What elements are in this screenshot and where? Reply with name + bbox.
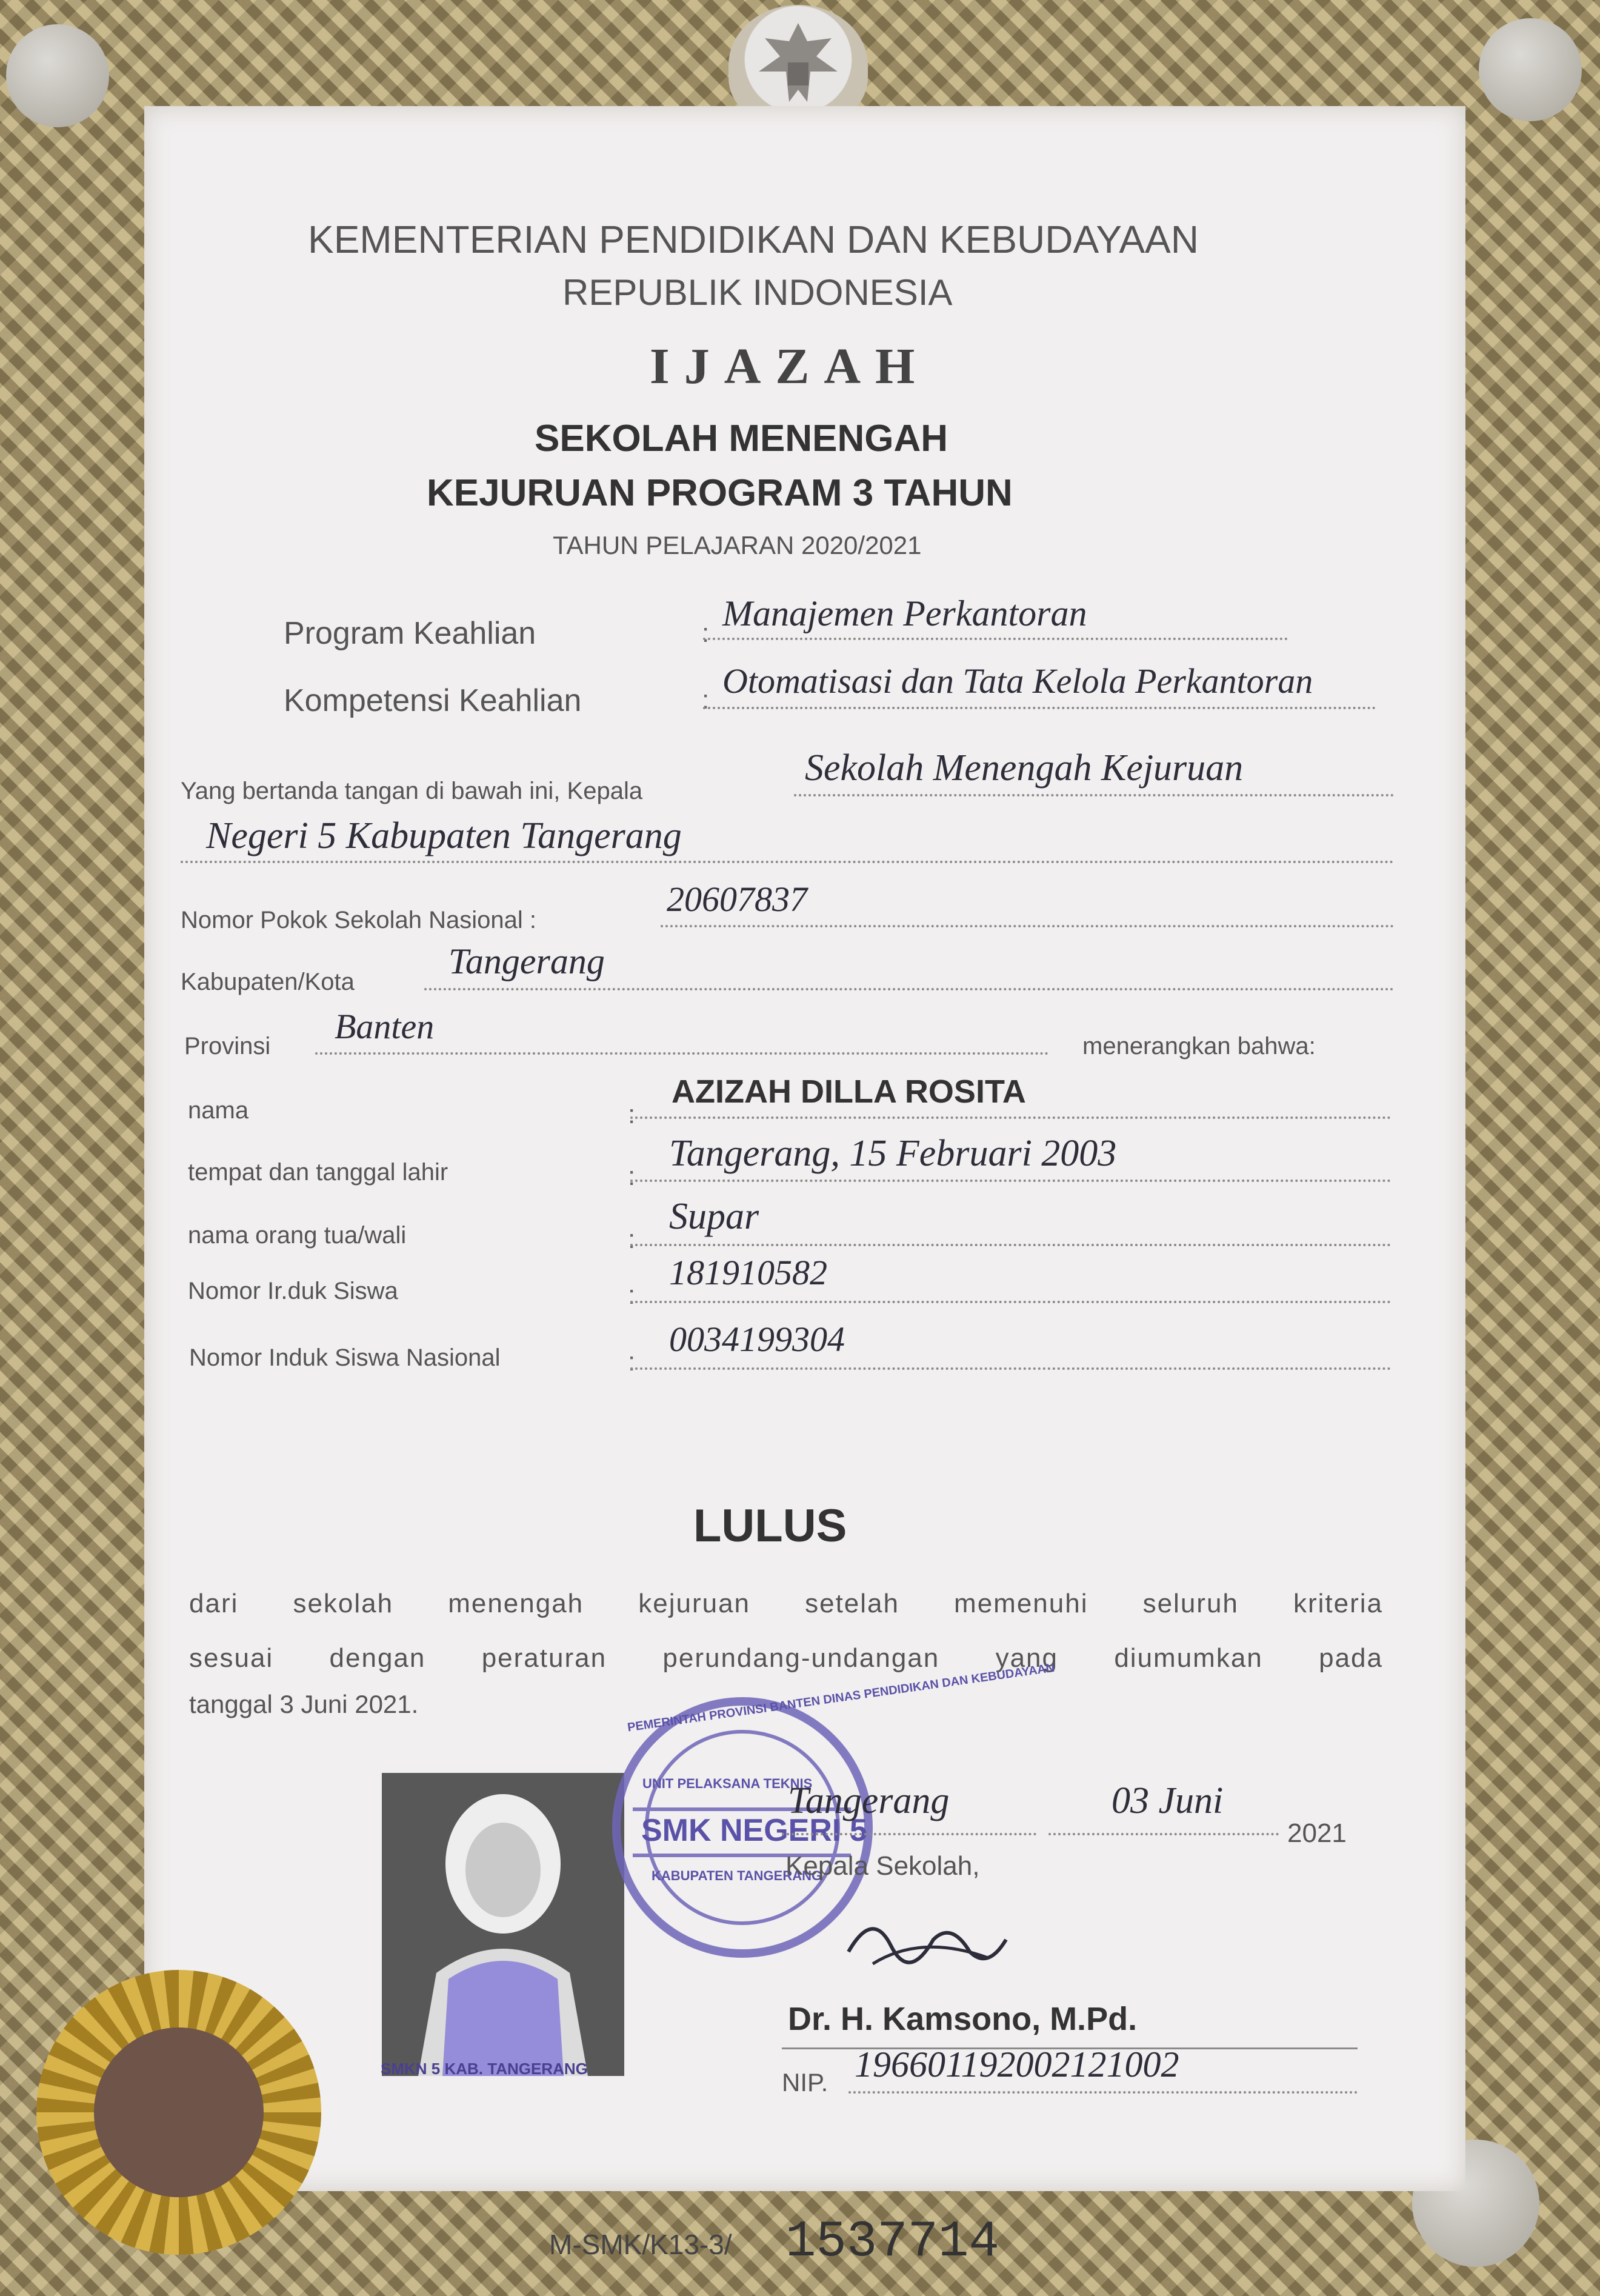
signature-position: Kepala Sekolah, [785,1851,980,1881]
parent-colon: : [628,1224,636,1254]
student-name-colon: : [628,1100,636,1129]
province-dotted-line [315,1052,1048,1055]
stamp-bottom-text: KABUPATEN TANGERANG [652,1868,822,1883]
result-line3: tanggal 3 Juni 2021. [189,1690,419,1718]
nip-dotted [848,2091,1358,2094]
parent-dotted [630,1244,1391,1246]
signature-date-dotted [1048,1833,1279,1835]
city-value: Tangerang [448,941,605,981]
school-name-line1: Sekolah Menengah Kejuruan [805,747,1244,789]
ministry-heading: KEMENTERIAN PENDIDIKAN DAN KEBUDAYAAN [308,218,1199,261]
nisn-colon: : [628,1347,636,1377]
competency-colon: : [702,685,710,715]
signature-year: 2021 [1287,1818,1347,1848]
npsn-label: Nomor Pokok Sekolah Nasional : [181,907,536,933]
series-prefix: M-SMK/K13-3/ [549,2229,732,2260]
nip-value: 196601192002121002 [855,2044,1179,2084]
school-name-line2: Negeri 5 Kabupaten Tangerang [206,815,682,856]
nip-label: NIP. [782,2068,828,2097]
program-label: Program Keahlian [284,616,536,651]
principal-signature-icon [836,1897,1018,1982]
signature-day-month: 03 Juni [1112,1780,1224,1821]
corner-seal-top-left-icon [6,24,109,127]
city-dotted-line [424,988,1394,990]
competency-label: Kompetensi Keahlian [284,683,582,718]
result-line1: dari sekolah menengah kejuruan setelah memenuhi seluruh kriteria [189,1589,1383,1618]
intro-label: Yang bertanda tangan di bawah ini, Kepala [181,778,643,804]
principal-name: Dr. H. Kamsono, M.Pd. [788,2001,1138,2037]
parent-value: Supar [669,1196,759,1237]
signature-place-dotted [782,1833,1036,1835]
nisn-dotted [630,1367,1391,1370]
city-label: Kabupaten/Kota [181,969,355,995]
province-label: Provinsi [184,1033,271,1060]
nisn-label: Nomor Induk Siswa Nasional [189,1344,501,1371]
serial-number: 1537714 [785,2214,999,2271]
corner-seal-top-right-icon [1479,18,1582,121]
nisn-value: 0034199304 [669,1320,845,1359]
result-status: LULUS [693,1500,847,1552]
parent-label: nama orang tua/wali [188,1222,407,1249]
school-type-line1: SEKOLAH MENENGAH [535,418,948,459]
nis-value: 181910582 [669,1253,827,1292]
npsn-value: 20607837 [667,879,807,919]
result-line2: sesuai dengan peraturan perundang-undangan yang diumumkan pada [189,1643,1383,1673]
stamp-center-text: SMK NEGERI 5 [641,1813,867,1848]
competency-dotted-line [703,707,1376,709]
school-line1-dotted [794,794,1394,796]
student-photo [382,1773,624,2076]
certifies-text: menerangkan bahwa: [1082,1033,1316,1060]
program-colon: : [702,618,710,648]
birth-colon: : [628,1161,636,1191]
signature-place: Tangerang [788,1780,950,1821]
birth-dotted [630,1180,1391,1182]
program-dotted-line [703,638,1288,640]
school-type-line2: KEJURUAN PROGRAM 3 TAHUN [427,472,1013,514]
document-title: IJAZAH [650,338,930,395]
republic-heading: REPUBLIK INDONESIA [562,272,953,313]
nis-dotted [630,1301,1391,1303]
birth-value: Tangerang, 15 Februari 2003 [669,1133,1117,1174]
school-line2-dotted [181,861,1394,863]
npsn-dotted-line [661,925,1394,927]
birth-label: tempat dan tanggal lahir [188,1159,448,1186]
student-name-value: AZIZAH DILLA ROSITA [672,1073,1026,1110]
stamp-ring-text: PEMERINTAH PROVINSI BANTEN DINAS PENDIDIKAN DAN KEBUDAYAAN [626,1661,1056,1735]
gold-seal-icon [36,1970,321,2255]
student-name-label: nama [188,1097,249,1124]
province-value: Banten [335,1007,435,1046]
photo-stamp-caption: SMKN 5 KAB. TANGERANG [381,2060,588,2078]
nis-colon: : [628,1280,636,1310]
academic-year: TAHUN PELAJARAN 2020/2021 [553,531,922,559]
program-value: Manajemen Perkantoran [722,593,1087,633]
student-name-dotted [630,1116,1391,1119]
nis-label: Nomor Ir.duk Siswa [188,1278,398,1304]
stamp-unit-text: UNIT PELAKSANA TEKNIS [642,1776,813,1791]
competency-value: Otomatisasi dan Tata Kelola Perkantoran [722,661,1313,701]
